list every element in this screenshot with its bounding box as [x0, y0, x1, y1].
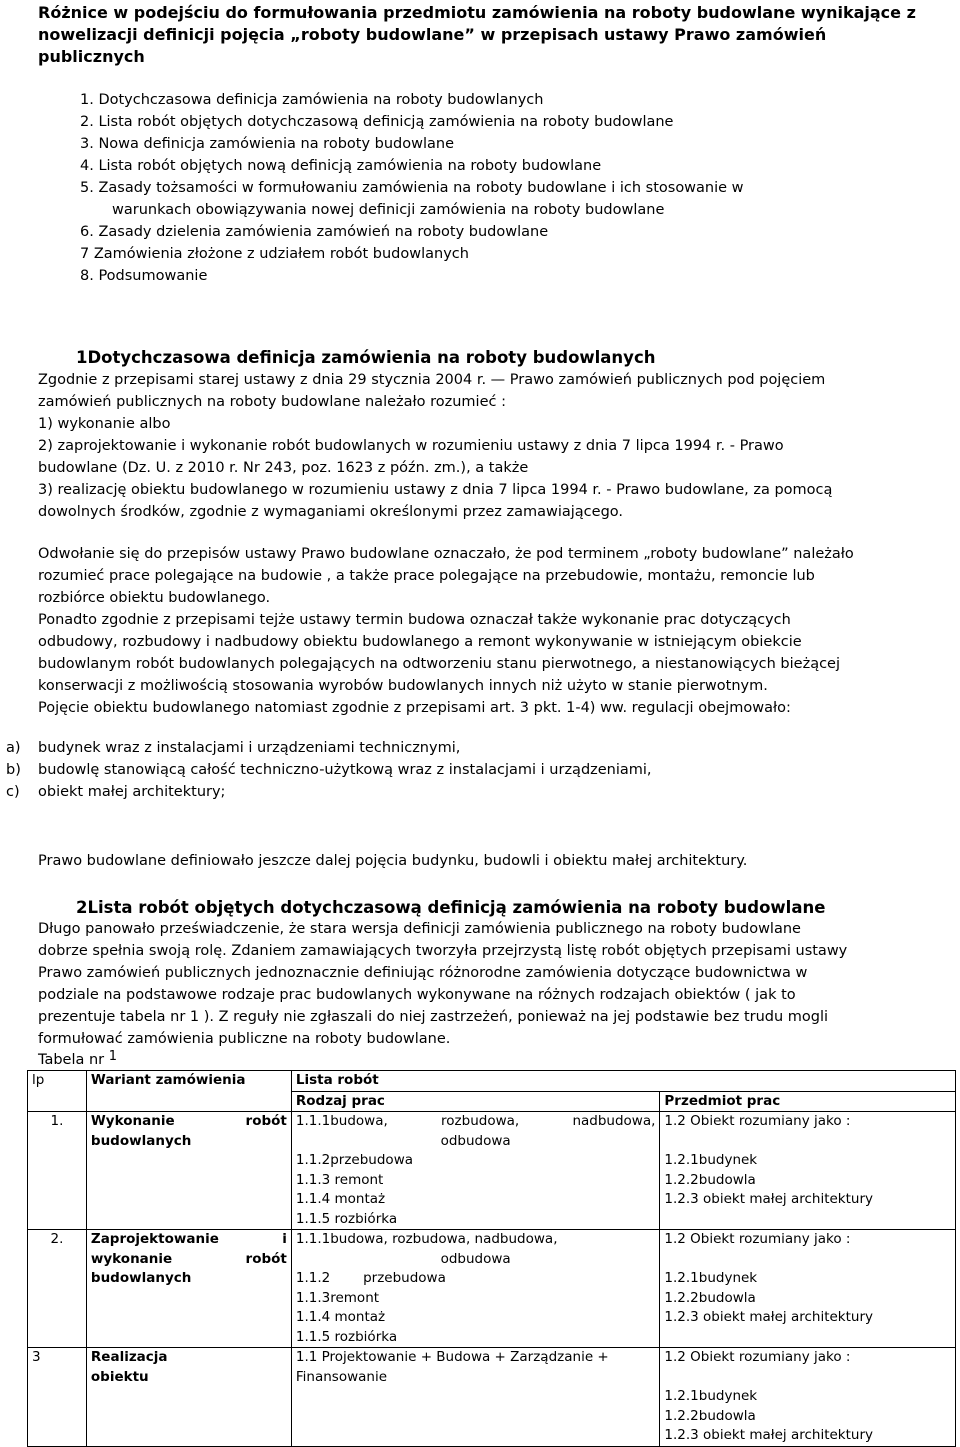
subject-spacer: [664, 1132, 951, 1152]
table-of-contents: [80, 89, 840, 287]
subject-line: 1.2.3 obiekt małej architektury: [664, 1191, 874, 1207]
header-variant: Wariant zamówienia: [86, 1071, 291, 1112]
row-lp: 2.: [28, 1230, 87, 1348]
table-caption-label: Tabela nr: [38, 1052, 105, 1068]
toc-item: 4. Lista robót objętych nową definicją zamówienia na roboty budowlane: [80, 158, 602, 174]
header-list: Lista robót: [291, 1071, 955, 1092]
text-line: formułować zamówienia publiczne na roboty budowlane.: [38, 1031, 451, 1047]
table-caption-number: 1: [108, 1049, 118, 1064]
list-text: budynek wraz z instalacjami i urządzeniami technicznymi,: [38, 740, 461, 756]
document-title: Różnice w podejściu do formułowania przedmiotu zamówienia na roboty budowlane wynikające z nowelizacji definicji pojęcia „roboty budowlane” w przepisach ustawy Prawo zamówień publicznych: [38, 3, 916, 66]
list-item: [6, 759, 652, 781]
text-line: konserwacji z możliwością stosowania wyrobów budowlanych innych niż użyto w stanie pierwotnym.: [38, 678, 768, 694]
toc-item: 7 Zamówienia złożone z udziałem robót budowlanych: [80, 246, 469, 262]
text-line: budowlanym robót budowlanych polegających na odtworzeniu stanu pierwotnego, a niestanowiących bieżącej: [38, 656, 840, 672]
text-line: rozumieć prace polegające na budowie , a także prace polegające na przebudowie, montażu, remoncie lub: [38, 568, 815, 584]
text-line: 1) wykonanie albo: [38, 416, 171, 432]
toc-item: 3. Nowa definicja zamówienia na roboty budowlane: [80, 136, 455, 152]
text-line: Prawo zamówień publicznych jednoznacznie definiując różnorodne zamówienia dotyczące budownictwa w: [38, 965, 808, 981]
work-line: 1.1.1budowa, rozbudowa, nadbudowa,: [295, 1231, 558, 1247]
table-row: [28, 1112, 956, 1230]
section1-paragraph-2: [38, 543, 948, 719]
toc-item: 6. Zasady dzielenia zamówienia zamówień na roboty budowlane: [80, 224, 549, 240]
text-line: budowlane (Dz. U. z 2010 r. Nr 243, poz. 1623 z późn. zm.), a także: [38, 460, 529, 476]
subject-line: 1.2.1budynek: [664, 1152, 758, 1168]
list-text: obiekt małej architektury;: [38, 784, 226, 800]
row-variant: Wykonanie robót budowlanych: [86, 1112, 291, 1230]
section1-heading: 1Dotychczasowa definicja zamówienia na roboty budowlanych: [76, 348, 656, 367]
subject-line: 1.2 Obiekt rozumiany jako :: [664, 1349, 851, 1365]
work-line: 1.1.1budowa, rozbudowa, nadbudowa,: [295, 1113, 656, 1129]
text-line: podziale na podstawowe rodzaje prac budowlanych wykonywane na różnych rodzajach obiektów ( jak to: [38, 987, 796, 1003]
toc-item: 2. Lista robót objętych dotychczasową definicją zamówienia na roboty budowlane: [80, 114, 674, 130]
text-line: dobrze spełnia swoją rolę. Zdaniem zamawiających tworzyła przejrzystą listę robót objętych przepisami ustawy: [38, 943, 848, 959]
work-line: 1.1.2przebudowa: [295, 1152, 414, 1168]
text-line: Pojęcie obiektu budowlanego natomiast zgodnie z przepisami art. 3 pkt. 1-4) ww. regulacji obejmowało:: [38, 700, 791, 716]
toc-item: 1. Dotychczasowa definicja zamówienia na roboty budowlanych: [80, 92, 544, 108]
list-item: [6, 737, 652, 759]
work-line: 1.1.5 rozbiórka: [295, 1210, 398, 1227]
table-caption: [38, 1049, 117, 1072]
text-line: Ponadto zgodnie z przepisami tejże ustawy termin budowa oznaczał także wykonanie prac dotyczących: [38, 612, 791, 628]
row-variant: Realizacja obiektu: [86, 1348, 291, 1447]
section1-paragraph: [38, 369, 948, 523]
row-work-types: [291, 1230, 660, 1348]
row-subject: [660, 1112, 956, 1230]
text-line: rozbiórce obiektu budowlanego.: [38, 590, 271, 606]
section1-closing: Prawo budowlane definiowało jeszcze dalej pojęcia budynku, budowli i obiektu małej architektury.: [38, 853, 748, 869]
text-line: prezentuje tabela nr 1 ). Z reguły nie zgłaszali do niej zastrzeżeń, ponieważ na jej podstawie bez trudu mogli: [38, 1009, 829, 1025]
text-line: dowolnych środków, zgodnie z wymaganiami określonymi przez zamawiającego.: [38, 504, 623, 520]
text-line: odbudowy, rozbudowy i nadbudowy obiektu budowlanego a remont wykonywanie w istniejącym obiekcie: [38, 634, 802, 650]
work-line: 1.1.3remont: [295, 1289, 380, 1306]
toc-item: 5. Zasady tożsamości w formułowaniu zamówienia na roboty budowlane i ich stosowanie w: [80, 180, 744, 196]
text-line: 3) realizację obiektu budowlanego w rozumieniu ustawy z dnia 7 lipca 1994 r. - Prawo budowlane, za pomocą: [38, 482, 833, 498]
work-line: 1.1 Projektowanie + Budowa + Zarządzanie +: [295, 1349, 609, 1365]
list-marker: b): [6, 762, 21, 778]
list-item: [6, 781, 652, 803]
row-work-types: [291, 1112, 660, 1230]
row-subject: [660, 1348, 956, 1447]
work-line: odbudowa: [440, 1250, 511, 1267]
work-line: 1.1.2 przebudowa: [295, 1270, 446, 1286]
section2-paragraph: [38, 918, 948, 1050]
subject-line: 1.2.3 obiekt małej architektury: [664, 1309, 874, 1325]
work-line: 1.1.4 montaż: [295, 1309, 386, 1325]
subject-line: 1.2.2budowla: [664, 1289, 756, 1306]
text-line: Odwołanie się do przepisów ustawy Prawo budowlane oznaczało, że pod terminem „roboty budowlane” należało: [38, 546, 854, 562]
row-lp: 1.: [28, 1112, 87, 1230]
text-line: Zgodnie z przepisami starej ustawy z dnia 29 stycznia 2004 r. — Prawo zamówień publicznych pod pojęciem: [38, 372, 826, 388]
header-work-type: Rodzaj prac: [291, 1091, 660, 1112]
text-line: 2) zaprojektowanie i wykonanie robót budowlanych w rozumieniu ustawy z dnia 7 lipca 1994 r. - Prawo: [38, 438, 784, 454]
work-line: odbudowa: [440, 1132, 511, 1149]
work-line: 1.1.3 remont: [295, 1171, 384, 1188]
subject-line: 1.2 Obiekt rozumiany jako :: [664, 1231, 851, 1247]
list-marker: a): [6, 740, 21, 756]
table-row: [28, 1230, 956, 1348]
work-line: 1.1.4 montaż: [295, 1191, 386, 1207]
subject-spacer: [664, 1250, 951, 1270]
text-line: zamówień publicznych na roboty budowlane należało rozumieć :: [38, 394, 506, 410]
header-subject: Przedmiot prac: [660, 1091, 956, 1112]
table-header-row: [28, 1071, 956, 1092]
work-line: Finansowanie: [295, 1368, 388, 1385]
subject-line: 1.2.3 obiekt małej architektury: [664, 1427, 874, 1443]
subject-spacer: [664, 1368, 951, 1388]
subject-line: 1.2.1budynek: [664, 1270, 758, 1286]
row-variant: Zaprojektowanie i wykonanie robót budowlanych: [86, 1230, 291, 1348]
subject-line: 1.2.1budynek: [664, 1388, 758, 1404]
row-subject: [660, 1230, 956, 1348]
row-lp: 3: [28, 1348, 87, 1447]
subject-line: 1.2 Obiekt rozumiany jako :: [664, 1113, 851, 1129]
table-row: [28, 1348, 956, 1447]
text-line: Długo panowało przeświadczenie, że stara wersja definicji zamówienia publicznego na roboty budowlane: [38, 921, 801, 937]
subject-line: 1.2.2budowla: [664, 1407, 756, 1424]
toc-item: 8. Podsumowanie: [80, 268, 208, 284]
subject-line: 1.2.2budowla: [664, 1171, 756, 1188]
toc-item-continuation: warunkach obowiązywania nowej definicji zamówienia na roboty budowlane: [112, 202, 665, 218]
object-type-list: [6, 737, 652, 803]
work-line: 1.1.5 rozbiórka: [295, 1328, 398, 1345]
row-work-types: [291, 1348, 660, 1447]
list-marker: c): [6, 784, 20, 800]
section2-heading: 2Lista robót objętych dotychczasową definicją zamówienia na roboty budowlane: [76, 898, 826, 917]
works-table: [27, 1070, 956, 1447]
header-lp: lp: [28, 1071, 87, 1112]
list-text: budowlę stanowiącą całość techniczno-użytkową wraz z instalacjami i urządzeniami,: [38, 762, 652, 778]
